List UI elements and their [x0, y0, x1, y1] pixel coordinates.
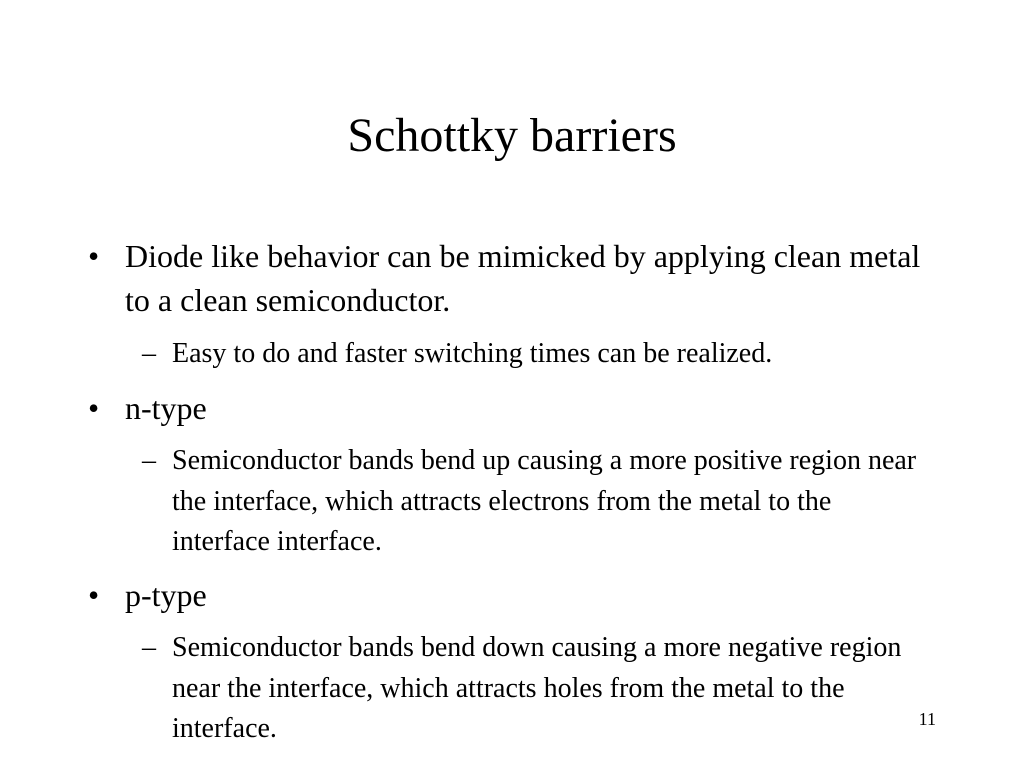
dash-icon: – — [142, 445, 156, 476]
dash-icon: – — [142, 632, 156, 663]
bullet-text: n-type — [125, 390, 207, 426]
bullet-text: Diode like behavior can be mimicked by applying clean metal to a clean semiconductor. — [125, 238, 921, 318]
sub-bullet-text: Semiconductor bands bend up causing a more positive region near the interface, which attracts electrons from the metal to the interface interface. — [172, 445, 917, 557]
bullet-text: p-type — [125, 577, 207, 613]
page-number: 11 — [918, 709, 936, 729]
bullet-icon: • — [88, 390, 100, 426]
bullet-icon: • — [88, 238, 100, 274]
dash-icon: – — [142, 338, 156, 369]
bullet-icon: • — [88, 577, 100, 613]
sub-bullet-text: Semiconductor bands bend down causing a more negative region near the interface, which attracts holes from the metal to the interface. — [172, 632, 902, 744]
sub-bullet-text: Easy to do and faster switching times can be realized. — [172, 338, 773, 369]
slide-title: Schottky barriers — [347, 109, 677, 162]
